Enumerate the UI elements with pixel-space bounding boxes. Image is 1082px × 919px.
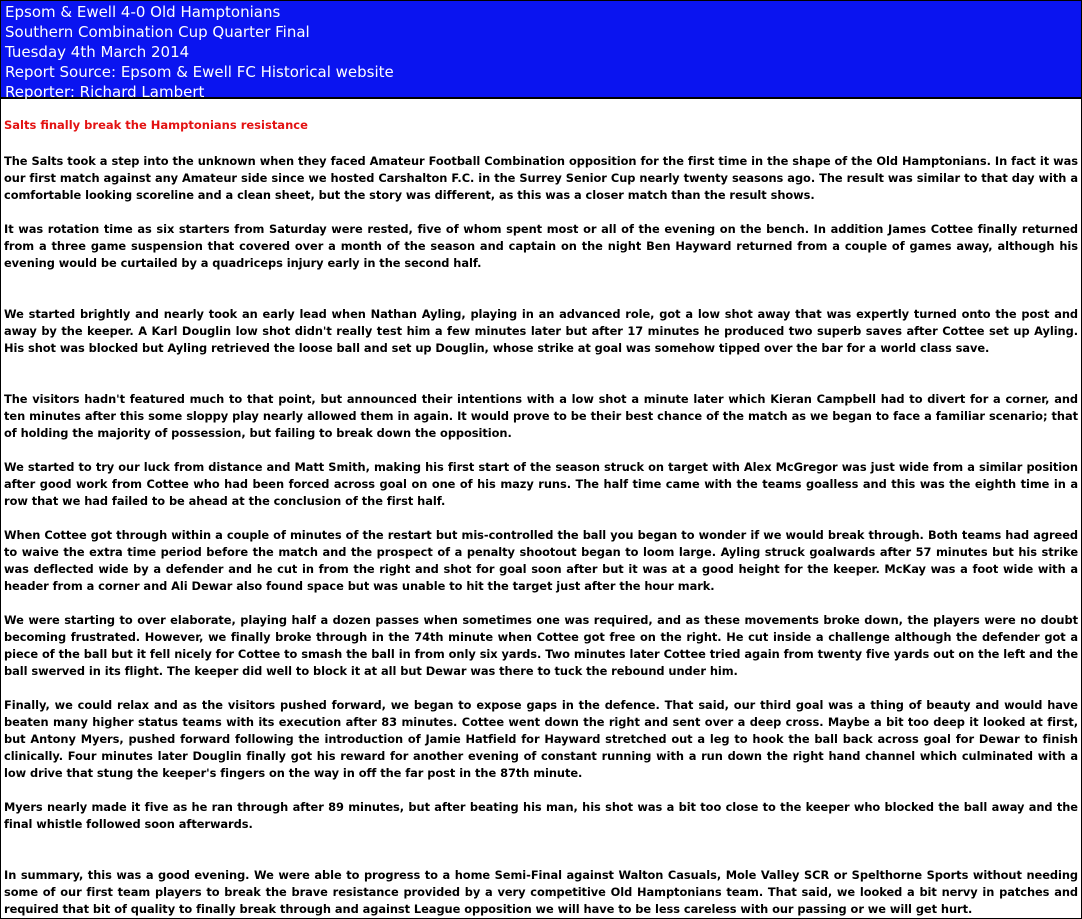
match-title: Epsom & Ewell 4-0 Old Hamptonians xyxy=(5,3,281,21)
competition-name: Southern Combination Cup Quarter Final xyxy=(5,23,310,41)
report-paragraph: We started to try our luck from distance and Matt Smith, making his first start of the season struck on target with Alex McGregor was just wide from a similar position after good work from Cottee who had been forced across goal on one of his mazy runs. The half time came with the teams goalless and this was the eighth time in a row that we had failed to be ahead at the conclusion of the first half. xyxy=(4,460,1078,508)
report-paragraph: The visitors hadn't featured much to that point, but announced their intentions with a low shot a minute later which Kieran Campbell had to divert for a corner, and ten minutes after this some sloppy play nearly allowed them in again. It would prove to be their best chance of the match as we began to face a familiar scenario; that of holding the majority of possession, but failing to break down the opposition. xyxy=(4,392,1078,440)
report-paragraph: We started brightly and nearly took an early lead when Nathan Ayling, playing in an advanced role, got a low shot away that was expertly turned onto the post and away by the keeper. A Karl Douglin low shot didn't really test him a few minutes later but after 17 minutes he produced two superb saves after Cottee set up Ayling. His shot was blocked but Ayling retrieved the loose ball and set up Douglin, whose strike at goal was somehow tipped over the bar for a world class save. xyxy=(4,307,1078,355)
report-paragraph: The Salts took a step into the unknown when they faced Amateur Football Combination opposition for the first time in the shape of the Old Hamptonians. In fact it was our first match against any Amateur side since we hosted Carshalton F.C. in the Surrey Senior Cup nearly twenty seasons ago. The result was similar to that day with a comfortable looking scoreline and a clean sheet, but the story was different, as this was a closer match than the result shows. xyxy=(4,154,1078,202)
report-paragraph: When Cottee got through within a couple of minutes of the restart but mis-controlled the ball you began to wonder if we would break through. Both teams had agreed to waive the extra time period before the match and the prospect of a penalty shootout began to loom large. Ayling struck goalwards after 57 minutes but his strike was deflected wide by a defender and he cut in from the right and shot for goal soon after but it was at a good height for the keeper. McKay was a foot wide with a header from a corner and Ali Dewar also found space but was unable to hit the target just after the hour mark. xyxy=(4,528,1078,593)
report-paragraph: It was rotation time as six starters from Saturday were rested, five of whom spent most or all of the evening on the bench. In addition James Cottee finally returned from a three game suspension that covered over a month of the season and captain on the night Ben Hayward returned from a couple of games away, although his evening would be curtailed by a quadriceps injury early in the second half. xyxy=(4,222,1078,270)
report-paragraph: Myers nearly made it five as he ran through after 89 minutes, but after beating his man, his shot was a bit too close to the keeper who blocked the ball away and the final whistle followed soon afterwards. xyxy=(4,800,1078,831)
report-paragraph: We were starting to over elaborate, playing half a dozen passes when sometimes one was required, and as these movements broke down, the players were no doubt becoming frustrated. However, we finally broke through in the 74th minute when Cottee got free on the right. He cut inside a challenge although the defender got a piece of the ball but it fell nicely for Cottee to smash the ball in from only six yards. Two minutes later Cottee tried again from twenty five yards out on the left and the ball swerved in its flight. The keeper did well to block it at all but Dewar was there to tuck the rebound under him. xyxy=(4,613,1078,678)
report-headline: Salts finally break the Hamptonians resistance xyxy=(4,118,308,132)
match-header xyxy=(1,1,1081,99)
report-paragraph: Finally, we could relax and as the visitors pushed forward, we began to expose gaps in the defence. That said, our third goal was a thing of beauty and would have beaten many higher status teams with its execution after 83 minutes. Cottee went down the right and sent over a deep cross. Maybe a bit too deep it looked at first, but Antony Myers, pushed forward following the introduction of Jamie Hatfield for Hayward stretched out a leg to hook the ball back across goal for Dewar to finish clinically. Four minutes later Douglin finally got his reward for another evening of constant running with a run down the right hand channel which culminated with a low drive that stung the keeper's fingers on the way in off the far post in the 87th minute. xyxy=(4,698,1078,780)
report-body xyxy=(1,117,1081,918)
report-source: Report Source: Epsom & Ewell FC Historical website xyxy=(5,63,394,81)
reporter-name: Reporter: Richard Lambert xyxy=(5,83,205,101)
match-date: Tuesday 4th March 2014 xyxy=(5,43,190,61)
report-paragraph: In summary, this was a good evening. We were able to progress to a home Semi-Final against Walton Casuals, Mole Valley SCR or Spelthorne Sports without needing some of our first team players to break the brave resistance provided by a very competitive Old Hamptonians team. That said, we looked a bit nervy in patches and required that bit of quality to finally break through and against League opposition we will have to be less careless with our passing or we will get hurt. xyxy=(4,868,1078,916)
